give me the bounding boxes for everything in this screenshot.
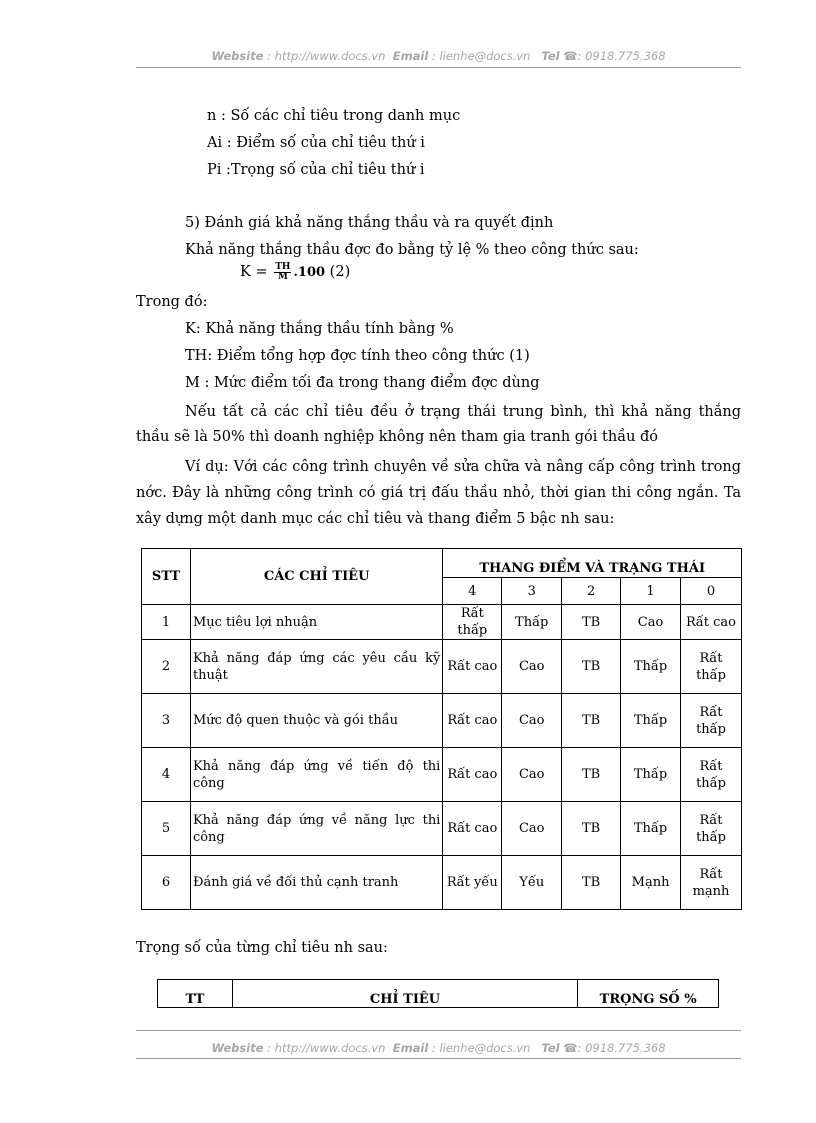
row-score-0: Rất thấp bbox=[681, 802, 742, 856]
row-score-4: Rất thấp bbox=[443, 605, 502, 640]
header-criteria: CÁC CHỈ TIÊU bbox=[190, 549, 442, 605]
row-score-3: Cao bbox=[502, 694, 562, 748]
row-stt: 2 bbox=[142, 640, 191, 694]
paragraph-average: Nếu tất cả các chỉ tiêu đều ở trạng thái trung bình, thì khả năng thắng thầu sẽ là 50% thì doanh nghiệp không nên tham gia tranh gói thầu đó bbox=[136, 404, 741, 445]
table-row bbox=[142, 748, 742, 802]
row-score-3: Cao bbox=[502, 640, 562, 694]
table-row bbox=[142, 605, 742, 640]
page-footer bbox=[136, 1041, 741, 1055]
footer-email-label: Email bbox=[392, 1041, 429, 1055]
row-score-1: Thấp bbox=[621, 640, 681, 694]
definition-ai: Ai : Điểm số của chỉ tiêu thứ i bbox=[207, 135, 425, 151]
row-score-2: TB bbox=[562, 605, 621, 640]
where-item-k: K: Khả năng thắng thầu tính bằng % bbox=[185, 321, 454, 337]
phone-icon: ☎ bbox=[563, 1041, 578, 1055]
row-stt: 5 bbox=[142, 802, 191, 856]
header-score-1: 1 bbox=[621, 578, 681, 605]
footer-rule-bottom bbox=[136, 1058, 741, 1059]
footer-email: : lienhe@docs.vn bbox=[431, 1041, 531, 1055]
row-score-3: Yếu bbox=[502, 856, 562, 910]
row-score-4: Rất cao bbox=[443, 748, 502, 802]
row-score-2: TB bbox=[562, 694, 621, 748]
row-score-2: TB bbox=[562, 802, 621, 856]
paragraph-example: Ví dụ: Với các công trình chuyên về sửa chữa và nâng cấp công trình trong nớc. Đây là những công trình có giá trị đấu thầu nhỏ, thời gian thi công ngắn. Ta xây dựng một danh mục các chỉ tiêu và thang điểm 5 bậc nh sau: bbox=[136, 459, 741, 527]
row-stt: 4 bbox=[142, 748, 191, 802]
row-score-2: TB bbox=[562, 640, 621, 694]
header-tel: : 0918.775.368 bbox=[577, 49, 666, 63]
footer-website: : http://www.docs.vn bbox=[267, 1041, 386, 1055]
row-score-1: Thấp bbox=[621, 802, 681, 856]
formula-ref: (2) bbox=[325, 264, 351, 280]
row-criteria: Khả năng đáp ứng các yêu cầu kỹ thuật bbox=[190, 640, 442, 694]
formula-denominator: M bbox=[277, 271, 288, 282]
weights-header-row bbox=[158, 980, 719, 1008]
table-row bbox=[142, 802, 742, 856]
weights-table bbox=[157, 979, 719, 1008]
row-score-0: Rất cao bbox=[681, 605, 742, 640]
weights-header-criteria: CHỈ TIÊU bbox=[232, 980, 577, 1008]
row-score-0: Rất thấp bbox=[681, 640, 742, 694]
row-stt: 6 bbox=[142, 856, 191, 910]
criteria-table bbox=[141, 548, 742, 910]
table-row bbox=[142, 856, 742, 910]
row-criteria: Khả năng đáp ứng về tiến độ thi công bbox=[190, 748, 442, 802]
row-criteria: Khả năng đáp ứng về năng lực thi công bbox=[190, 802, 442, 856]
row-score-1: Cao bbox=[621, 605, 681, 640]
table-row bbox=[142, 640, 742, 694]
row-score-3: Thấp bbox=[502, 605, 562, 640]
page-header bbox=[136, 49, 741, 63]
row-stt: 1 bbox=[142, 605, 191, 640]
row-score-3: Cao bbox=[502, 802, 562, 856]
header-email-label: Email bbox=[392, 49, 429, 63]
row-criteria: Đánh giá về đối thủ cạnh tranh bbox=[190, 856, 442, 910]
header-tel-label: Tel bbox=[541, 49, 560, 63]
header-score-2: 2 bbox=[562, 578, 621, 605]
formula-fraction bbox=[274, 263, 291, 282]
section-intro: Khả năng thắng thầu đợc đo bằng tỷ lệ % theo công thức sau: bbox=[185, 242, 639, 258]
row-stt: 3 bbox=[142, 694, 191, 748]
phone-icon: ☎ bbox=[563, 49, 578, 63]
row-score-2: TB bbox=[562, 748, 621, 802]
footer-rule-top bbox=[136, 1030, 741, 1031]
header-email: : lienhe@docs.vn bbox=[431, 49, 531, 63]
weights-intro: Trọng số của từng chỉ tiêu nh sau: bbox=[136, 940, 388, 956]
table-row bbox=[142, 694, 742, 748]
weights-header-weight: TRỌNG SỐ % bbox=[578, 980, 719, 1008]
header-website: : http://www.docs.vn bbox=[267, 49, 386, 63]
definition-pi: Pi :Trọng số của chỉ tiêu thứ i bbox=[207, 162, 425, 178]
row-score-3: Cao bbox=[502, 748, 562, 802]
header-rule bbox=[136, 67, 741, 68]
row-criteria: Mục tiêu lợi nhuận bbox=[190, 605, 442, 640]
header-stt: STT bbox=[142, 549, 191, 605]
row-score-2: TB bbox=[562, 856, 621, 910]
header-scale-group: THANG ĐIỂM VÀ TRẠNG THÁI bbox=[443, 549, 742, 578]
row-score-4: Rất cao bbox=[443, 802, 502, 856]
row-score-4: Rất cao bbox=[443, 694, 502, 748]
formula-numerator: TH bbox=[275, 261, 291, 272]
row-score-1: Thấp bbox=[621, 694, 681, 748]
formula bbox=[240, 262, 350, 283]
header-score-0: 0 bbox=[681, 578, 742, 605]
row-score-0: Rất thấp bbox=[681, 694, 742, 748]
where-label: Trong đó: bbox=[136, 294, 208, 310]
header-website-label: Website bbox=[211, 49, 264, 63]
footer-tel-label: Tel bbox=[541, 1041, 560, 1055]
row-score-1: Mạnh bbox=[621, 856, 681, 910]
row-score-4: Rất cao bbox=[443, 640, 502, 694]
row-criteria: Mức độ quen thuộc và gói thầu bbox=[190, 694, 442, 748]
weights-header-tt: TT bbox=[158, 980, 233, 1008]
where-item-m: M : Mức điểm tối đa trong thang điểm đợc dùng bbox=[185, 375, 540, 391]
footer-website-label: Website bbox=[211, 1041, 264, 1055]
formula-multiplier: .100 bbox=[293, 265, 326, 280]
row-score-0: Rất thấp bbox=[681, 748, 742, 802]
row-score-1: Thấp bbox=[621, 748, 681, 802]
where-item-th: TH: Điểm tổng hợp đợc tính theo công thức (1) bbox=[185, 348, 530, 364]
table-header-row bbox=[142, 549, 742, 578]
header-score-3: 3 bbox=[502, 578, 562, 605]
row-score-4: Rất yếu bbox=[443, 856, 502, 910]
section-heading: 5) Đánh giá khả năng thắng thầu và ra quyết định bbox=[185, 215, 554, 231]
footer-tel: : 0918.775.368 bbox=[577, 1041, 666, 1055]
definition-n: n : Số các chỉ tiêu trong danh mục bbox=[207, 108, 461, 124]
row-score-0: Rất mạnh bbox=[681, 856, 742, 910]
formula-lhs: K = bbox=[240, 264, 273, 280]
header-score-4: 4 bbox=[443, 578, 502, 605]
